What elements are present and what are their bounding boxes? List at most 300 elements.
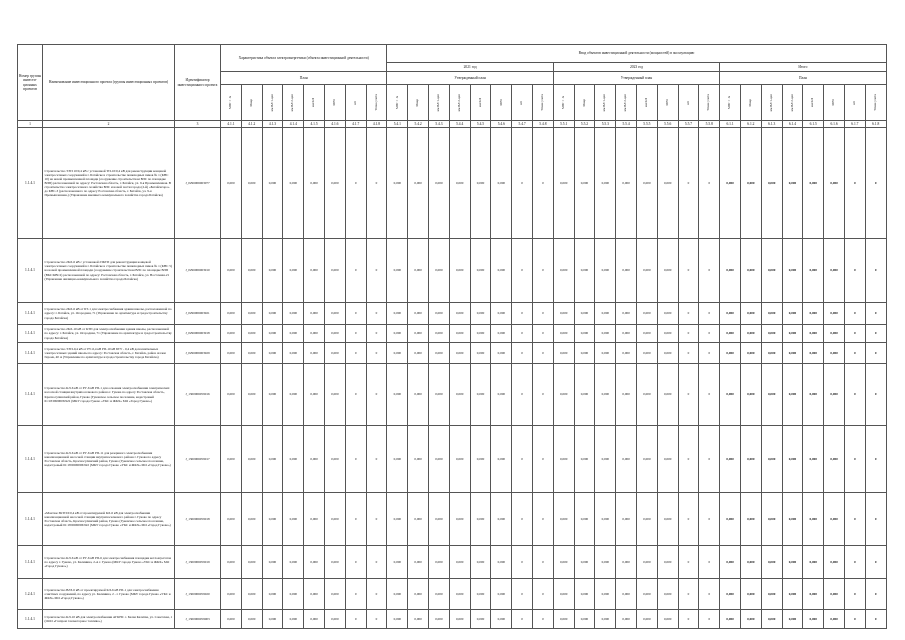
cell-y2021-value: 0,000	[491, 364, 512, 426]
cell-total-value: 0,000	[740, 239, 761, 303]
cell-total-value: 0,000	[803, 426, 824, 493]
cell-y2021-value: 0,000	[408, 364, 429, 426]
cell-y2021-value: 0,000	[470, 610, 491, 629]
cell-plan-value: 0,000	[304, 610, 325, 629]
cell-plan-value: 0,000	[221, 239, 242, 303]
subheader-label: шт	[685, 100, 690, 105]
cell-y2021-value: 0,000	[470, 343, 491, 364]
cell-y2023-value: 0,000	[574, 546, 595, 579]
cell-total-value: 0	[844, 239, 865, 303]
cell-y2021-value: 0,000	[491, 128, 512, 239]
cell-y2023-value: 0	[699, 303, 720, 325]
cell-y2021-value: 0,000	[449, 364, 470, 426]
cell-y2023-value: 0,000	[616, 426, 637, 493]
cell-y2023-value: 0,000	[595, 128, 616, 239]
row-project-name: Строительство 2КЛ-10 кВ от КТП для электроснабжения здания школы, расположенной по адресу: г. Батайск, ул. Огородная, 71 (Управление по архитектуре и градостроительству города Батайска)	[43, 325, 175, 343]
cell-plan-value: 0	[366, 343, 387, 364]
cell-y2021-value: 0	[512, 303, 533, 325]
cell-y2021-value: 0	[512, 364, 533, 426]
cell-plan-value: 0	[345, 325, 366, 343]
cell-total-value: 0,000	[782, 610, 803, 629]
header-investment-commissioning: Ввод объектов инвестиционной деятельности (мощностей) в эксплуатацию	[387, 45, 886, 63]
column-number: 5.4.3	[429, 121, 450, 128]
cell-total-value: 0,000	[761, 546, 782, 579]
cell-y2023-value: 0,000	[657, 426, 678, 493]
cell-plan-value: 0	[345, 579, 366, 610]
cell-y2021-value: 0,000	[429, 364, 450, 426]
subheader-total-6	[844, 85, 865, 121]
cell-y2023-value: 0,000	[595, 426, 616, 493]
cell-y2023-value: 0,000	[595, 364, 616, 426]
cell-y2023-value: 0	[678, 493, 699, 546]
cell-total-value: 0,000	[740, 493, 761, 546]
cell-y2023-value: 0,000	[636, 343, 657, 364]
cell-plan-value: 0	[345, 426, 366, 493]
cell-plan-value: 0,000	[262, 343, 283, 364]
cell-plan-value: 0,000	[283, 610, 304, 629]
row-group-number: 1.1.4.1	[18, 239, 43, 303]
cell-plan-value: 0,000	[304, 493, 325, 546]
cell-y2021-value: 0,000	[449, 546, 470, 579]
cell-y2023-value: 0,000	[657, 343, 678, 364]
cell-total-value: 0,000	[761, 239, 782, 303]
cell-plan-value: 0,000	[324, 343, 345, 364]
column-number: 5.5.8	[699, 121, 720, 128]
cell-y2023-value: 0	[699, 546, 720, 579]
row-project-name: Строительство 2КЛ-6 кВ с установкой 2ЗКТП для реконструкции концевой электросетевых сооружений в г. Батайске в строительстве пешеходных пиков № 1 (КНС 5) на новой промышленной площади (сооружение строительством ВЛС по площадке ВЛП (ВКС/КВС2) расположенной по адресу: Ростовская область, г. Батайск, ул. Восточная-21 (Управление жилищно-коммунального хозяйства города Батайска)	[43, 239, 175, 303]
cell-plan-value: 0,000	[241, 325, 262, 343]
column-number: 2	[43, 121, 175, 128]
subheader-label: км КЛ	[644, 98, 649, 107]
cell-y2023-value: 0	[678, 610, 699, 629]
cell-plan-value: 0,000	[283, 546, 304, 579]
investment-table	[17, 44, 887, 629]
cell-plan-value: 0	[366, 303, 387, 325]
cell-plan-value: 0,000	[304, 128, 325, 239]
cell-y2023-value: 0,000	[657, 303, 678, 325]
subheader-plan-6	[345, 85, 366, 121]
cell-y2023-value: 0,000	[657, 364, 678, 426]
subheader-label: км ВЛ 2-цеп	[789, 93, 794, 112]
cell-y2023-value: 0,000	[574, 325, 595, 343]
cell-plan-value: 0,000	[241, 128, 262, 239]
row-group-number: 1.2.4.1	[18, 579, 43, 610]
cell-y2023-value: 0,000	[574, 303, 595, 325]
subheader-y2023-0	[553, 85, 574, 121]
cell-plan-value: 0,000	[262, 493, 283, 546]
cell-y2023-value: 0,000	[616, 239, 637, 303]
cell-y2021-value: 0,000	[470, 546, 491, 579]
cell-y2023-value: 0	[699, 325, 720, 343]
cell-y2023-value: 0,000	[574, 128, 595, 239]
cell-plan-value: 0,000	[304, 239, 325, 303]
cell-y2023-value: 0,000	[553, 239, 574, 303]
cell-y2023-value: 0,000	[616, 325, 637, 343]
cell-y2023-value: 0,000	[616, 546, 637, 579]
cell-total-value: 0	[844, 579, 865, 610]
cell-total-value: 0,000	[824, 364, 845, 426]
cell-plan-value: 0,000	[324, 610, 345, 629]
cell-plan-value: 0	[345, 546, 366, 579]
column-number: 4.1.8	[366, 121, 387, 128]
subheader-y2021-3	[449, 85, 470, 121]
subheader-label: км ВЛ 1-цеп	[269, 93, 274, 112]
cell-plan-value: 0,000	[304, 325, 325, 343]
subheader-total-0	[720, 85, 741, 121]
subheader-total-3	[782, 85, 803, 121]
subheader-plan-4	[304, 85, 325, 121]
cell-y2021-value: 0,000	[387, 493, 408, 546]
subheader-label: Точки учета	[540, 94, 545, 111]
cell-y2021-value: 0,000	[408, 426, 429, 493]
cell-y2021-value: 0,000	[491, 610, 512, 629]
subheader-label: км ВЛ 1-цеп	[768, 93, 773, 112]
cell-y2021-value: 0	[533, 303, 554, 325]
header-approved-plan-2021: Утвержденный план	[387, 72, 553, 85]
cell-plan-value: 0	[345, 493, 366, 546]
subheader-label: шт	[352, 100, 357, 105]
header-year-2021: 2021 год	[387, 63, 553, 72]
cell-y2023-value: 0,000	[616, 303, 637, 325]
cell-plan-value: 0,000	[324, 546, 345, 579]
subheader-y2021-2	[429, 85, 450, 121]
cell-total-value: 0	[844, 343, 865, 364]
cell-y2023-value: 0	[678, 546, 699, 579]
subheader-label: Точки учета	[872, 94, 877, 111]
cell-y2023-value: 0	[699, 579, 720, 610]
cell-y2023-value: 0,000	[553, 426, 574, 493]
cell-total-value: 0	[865, 239, 886, 303]
cell-y2021-value: 0,000	[387, 426, 408, 493]
cell-total-value: 0	[844, 610, 865, 629]
cell-y2021-value: 0	[533, 128, 554, 239]
subheader-y2023-5	[657, 85, 678, 121]
cell-y2023-value: 0,000	[553, 610, 574, 629]
cell-plan-value: 0,000	[324, 239, 345, 303]
cell-total-value: 0	[844, 364, 865, 426]
cell-total-value: 0,000	[740, 426, 761, 493]
cell-plan-value: 0,000	[241, 610, 262, 629]
cell-y2021-value: 0,000	[449, 128, 470, 239]
cell-total-value: 0,000	[740, 303, 761, 325]
cell-total-value: 0,000	[824, 343, 845, 364]
cell-total-value: 0,000	[782, 364, 803, 426]
row-project-ident: J_1300006059018	[175, 493, 221, 546]
header-group-number: Номер группы инвести-ционных проектов	[18, 45, 43, 121]
cell-y2021-value: 0,000	[470, 493, 491, 546]
cell-y2021-value: 0,000	[449, 325, 470, 343]
column-number: 6.1.1	[720, 121, 741, 128]
subheader-total-2	[761, 85, 782, 121]
subheader-y2021-4	[470, 85, 491, 121]
column-number: 5.5.6	[657, 121, 678, 128]
cell-plan-value: 0	[366, 239, 387, 303]
cell-y2021-value: 0,000	[429, 546, 450, 579]
subheader-y2023-4	[636, 85, 657, 121]
cell-total-value: 0,000	[720, 364, 741, 426]
cell-total-value: 0,000	[740, 325, 761, 343]
cell-plan-value: 0	[345, 128, 366, 239]
cell-plan-value: 0,000	[304, 426, 325, 493]
cell-y2021-value: 0	[533, 546, 554, 579]
column-number: 6.1.3	[761, 121, 782, 128]
cell-total-value: 0	[865, 303, 886, 325]
cell-total-value: 0,000	[720, 128, 741, 239]
row-project-name: Строительство ТЭП-0,4 кВ от РУ-0,4 кВ РП-10 кВ БТУ - 0,4 кВ дополнительных электросетевых зданий школы по адресу: Ростовская область, г. Батайск, район Аллеи Героев, 40 А (Управление по архитектуре и градостроительству города Батайска)	[43, 343, 175, 364]
cell-y2023-value: 0,000	[553, 128, 574, 239]
cell-y2021-value: 0,000	[387, 239, 408, 303]
row-project-name: Строительство КЛ-10 кВ для электроснабжения АГКНС с. Белая Калитва, ул. Советская, 1 (ООО «Газпром газомоторное топливо»)	[43, 610, 175, 629]
row-project-ident: J_1300006059020	[175, 579, 221, 610]
cell-y2023-value: 0	[699, 610, 720, 629]
cell-y2023-value: 0,000	[616, 579, 637, 610]
cell-y2021-value: 0	[512, 239, 533, 303]
cell-y2021-value: 0,000	[387, 303, 408, 325]
cell-plan-value: 0,000	[221, 426, 242, 493]
cell-y2021-value: 0,000	[408, 493, 429, 546]
cell-plan-value: 0,000	[221, 579, 242, 610]
cell-plan-value: 0,000	[304, 579, 325, 610]
column-number: 4.1.3	[262, 121, 283, 128]
column-number: 4.1.4	[283, 121, 304, 128]
row-group-number: 1.1.4.1	[18, 128, 43, 239]
cell-total-value: 0	[865, 546, 886, 579]
cell-total-value: 0,000	[803, 343, 824, 364]
cell-plan-value: 0,000	[221, 364, 242, 426]
cell-plan-value: 0	[366, 364, 387, 426]
table-row	[18, 239, 887, 303]
cell-plan-value: 0,000	[262, 610, 283, 629]
cell-total-value: 0,000	[720, 325, 741, 343]
cell-y2021-value: 0	[533, 426, 554, 493]
cell-y2023-value: 0,000	[616, 493, 637, 546]
column-number: 5.4.7	[512, 121, 533, 128]
subheader-label: МВт×А	[560, 96, 565, 109]
cell-y2021-value: 0,000	[491, 493, 512, 546]
cell-plan-value: 0,000	[283, 239, 304, 303]
header-characteristics: Характеристика объекта электроэнергетики (объекта инвестиционной деятельности)	[221, 45, 387, 72]
cell-y2023-value: 0,000	[574, 579, 595, 610]
subheader-y2023-2	[595, 85, 616, 121]
column-number: 5.5.3	[595, 121, 616, 128]
cell-y2021-value: 0,000	[429, 426, 450, 493]
cell-y2023-value: 0,000	[657, 579, 678, 610]
cell-plan-value: 0,000	[304, 343, 325, 364]
subheader-total-4	[803, 85, 824, 121]
cell-y2023-value: 0,000	[574, 239, 595, 303]
cell-y2021-value: 0,000	[429, 343, 450, 364]
cell-total-value: 0	[844, 493, 865, 546]
cell-y2023-value: 0,000	[553, 579, 574, 610]
column-number: 5.5.7	[678, 121, 699, 128]
cell-y2023-value: 0,000	[636, 325, 657, 343]
table-body	[18, 128, 887, 629]
subheader-label: Мвар	[248, 98, 253, 107]
cell-y2023-value: 0,000	[553, 493, 574, 546]
subheader-y2021-6	[512, 85, 533, 121]
cell-plan-value: 0,000	[262, 579, 283, 610]
cell-plan-value: 0,000	[324, 364, 345, 426]
cell-y2021-value: 0,000	[449, 303, 470, 325]
cell-plan-value: 0,000	[241, 239, 262, 303]
cell-plan-value: 0,000	[283, 325, 304, 343]
cell-plan-value: 0,000	[262, 364, 283, 426]
cell-plan-value: 0,000	[241, 579, 262, 610]
cell-plan-value: 0,000	[283, 493, 304, 546]
cell-total-value: 0	[844, 303, 865, 325]
cell-y2023-value: 0,000	[574, 493, 595, 546]
cell-total-value: 0	[865, 426, 886, 493]
table-row	[18, 493, 887, 546]
cell-y2023-value: 0	[699, 239, 720, 303]
subheader-label: км ВЛ 2-цеп	[623, 93, 628, 112]
cell-y2023-value: 0,000	[616, 364, 637, 426]
cell-y2023-value: 0	[678, 303, 699, 325]
investment-table-sheet	[17, 44, 885, 629]
row-project-name: Строительство КЛ-6 кВ от РУ-6 кВ РП-1 для освоения электроснабжения электрических насосной станции внутрипоселкового района г. Гукова по адресу Ростовская область, Красносулинский район, Гуково (Гуковское сельское поселение, кадастровый 61:18:0600006:922 (МКУ города Гуково «УКС и ЖКХ» МО «Город Гуково»)	[43, 364, 175, 426]
cell-y2021-value: 0,000	[429, 239, 450, 303]
cell-y2021-value: 0,000	[449, 426, 470, 493]
cell-total-value: 0	[844, 128, 865, 239]
cell-plan-value: 0,000	[241, 493, 262, 546]
row-project-ident: J_0296006063918	[175, 325, 221, 343]
subheader-label: МВт	[498, 99, 503, 106]
cell-total-value: 0	[844, 546, 865, 579]
cell-total-value: 0,000	[824, 303, 845, 325]
cell-total-value: 0	[865, 128, 886, 239]
cell-y2023-value: 0,000	[636, 303, 657, 325]
cell-total-value: 0,000	[740, 610, 761, 629]
cell-total-value: 0,000	[761, 303, 782, 325]
cell-total-value: 0,000	[803, 364, 824, 426]
cell-total-value: 0,000	[824, 128, 845, 239]
cell-y2023-value: 0,000	[657, 325, 678, 343]
cell-y2021-value: 0,000	[470, 239, 491, 303]
subheader-label: МВт×А	[394, 96, 399, 109]
cell-plan-value: 0,000	[221, 303, 242, 325]
cell-y2021-value: 0,000	[491, 343, 512, 364]
subheader-plan-5	[324, 85, 345, 121]
cell-y2023-value: 0,000	[553, 364, 574, 426]
cell-y2021-value: 0,000	[470, 128, 491, 239]
cell-plan-value: 0	[366, 426, 387, 493]
cell-y2021-value: 0,000	[387, 610, 408, 629]
cell-plan-value: 0,000	[221, 325, 242, 343]
cell-total-value: 0	[865, 493, 886, 546]
cell-y2021-value: 0,000	[408, 579, 429, 610]
cell-y2023-value: 0,000	[574, 426, 595, 493]
cell-total-value: 0,000	[782, 343, 803, 364]
cell-total-value: 0,000	[824, 239, 845, 303]
cell-y2023-value: 0,000	[636, 546, 657, 579]
cell-plan-value: 0,000	[241, 546, 262, 579]
cell-y2021-value: 0,000	[449, 610, 470, 629]
cell-y2021-value: 0,000	[449, 579, 470, 610]
column-number: 5.4.1	[387, 121, 408, 128]
cell-y2023-value: 0,000	[636, 493, 657, 546]
cell-plan-value: 0	[345, 303, 366, 325]
cell-plan-value: 0,000	[221, 493, 242, 546]
cell-y2023-value: 0	[678, 239, 699, 303]
row-group-number: 1.1.4.1	[18, 546, 43, 579]
cell-y2023-value: 0,000	[595, 239, 616, 303]
cell-y2023-value: 0,000	[657, 239, 678, 303]
subheader-label: МВт×А	[727, 96, 732, 109]
cell-y2023-value: 0,000	[574, 343, 595, 364]
header-plan-total: План	[720, 72, 886, 85]
table-row	[18, 343, 887, 364]
cell-total-value: 0,000	[761, 343, 782, 364]
cell-plan-value: 0	[366, 610, 387, 629]
cell-plan-value: 0	[366, 579, 387, 610]
cell-total-value: 0,000	[740, 579, 761, 610]
cell-y2021-value: 0,000	[429, 579, 450, 610]
cell-total-value: 0,000	[803, 239, 824, 303]
cell-total-value: 0,000	[720, 610, 741, 629]
column-number: 5.4.5	[470, 121, 491, 128]
column-number: 6.1.6	[824, 121, 845, 128]
cell-y2023-value: 0	[678, 426, 699, 493]
row-project-name: «Монтаж ЗКТП 6/0,4 кВ от проектируемой КЛ-6 кВ для электроснабжения канализационной насосной станции внутрипоселкового района г. Гуково по адресу Ростовская область, Красносулинский район, Гуково (Гуковское сельское поселение, кадастровый 61:18:0600006:922 (МКУ города Гуково «УКС и ЖКХ» МО «Город Гуково»)	[43, 493, 175, 546]
cell-y2021-value: 0	[533, 610, 554, 629]
row-project-name: Строительство ТЭП 10/0,4 кВ с установкой ТП-10/0,4 кВ для реконструкции концевой электросетевых сооружений в г. Батайске в строительстве пешеходных пиков № 1 (КНС 10) на новой промышленной площади (сооружение строительством ВЛС по площадке ВЛП) расположенной по адресу: Ростовская область, г. Батайск, ул. 9-я Промышленная. В строительство электросетевого хозяйства ВЛС и новой части города (2-й) «Батайскгоро» до КНС-3 (расположенного по адресу Ростовская область, г. Батайск, ул. 9-я Промышленная-) (Управление внешнего коммунального хозяйства города Батайска)	[43, 128, 175, 239]
cell-y2021-value: 0,000	[408, 546, 429, 579]
cell-y2021-value: 0,000	[387, 325, 408, 343]
column-number: 6.1.8	[865, 121, 886, 128]
cell-y2023-value: 0,000	[636, 426, 657, 493]
subheader-label: км ВЛ 2-цеп	[456, 93, 461, 112]
cell-plan-value: 0,000	[221, 546, 242, 579]
row-group-number: 1.1.4.1	[18, 493, 43, 546]
subheader-y2023-3	[616, 85, 637, 121]
cell-total-value: 0	[865, 325, 886, 343]
cell-y2023-value: 0,000	[636, 128, 657, 239]
cell-total-value: 0,000	[782, 303, 803, 325]
subheader-label: км ВЛ 1-цеп	[602, 93, 607, 112]
cell-y2021-value: 0	[512, 426, 533, 493]
cell-total-value: 0,000	[803, 303, 824, 325]
subheader-total-5	[824, 85, 845, 121]
cell-total-value: 0,000	[803, 493, 824, 546]
subheader-label: МВт	[664, 99, 669, 106]
cell-total-value: 0,000	[824, 579, 845, 610]
cell-y2023-value: 0,000	[574, 610, 595, 629]
column-number: 3	[175, 121, 221, 128]
cell-y2023-value: 0,000	[595, 546, 616, 579]
cell-plan-value: 0	[366, 493, 387, 546]
cell-total-value: 0	[844, 426, 865, 493]
cell-total-value: 0	[865, 364, 886, 426]
cell-plan-value: 0,000	[241, 343, 262, 364]
cell-y2021-value: 0,000	[491, 579, 512, 610]
cell-y2021-value: 0,000	[470, 364, 491, 426]
column-number: 4.1.5	[304, 121, 325, 128]
subheader-label: км КЛ	[477, 98, 482, 107]
row-project-name: Строительство КЛ-6 кВ от РУ-6 кВ РП-6 для электроснабжения площадки котлоагрегатов по адресу г. Гуково, ул. Калинина, 2-А г. Гуково (МКУ города Гуково «УКС и ЖКХ» МО «Город Гуково»)	[43, 546, 175, 579]
cell-plan-value: 0,000	[324, 426, 345, 493]
subheader-plan-7	[366, 85, 387, 121]
cell-y2021-value: 0	[533, 239, 554, 303]
cell-y2021-value: 0,000	[387, 343, 408, 364]
cell-y2023-value: 0,000	[636, 364, 657, 426]
cell-plan-value: 0,000	[283, 128, 304, 239]
cell-y2021-value: 0,000	[387, 579, 408, 610]
cell-plan-value: 0	[345, 343, 366, 364]
row-group-number: 1.1.4.1	[18, 343, 43, 364]
column-number: 5.4.4	[449, 121, 470, 128]
cell-plan-value: 0,000	[262, 303, 283, 325]
cell-y2021-value: 0,000	[408, 128, 429, 239]
